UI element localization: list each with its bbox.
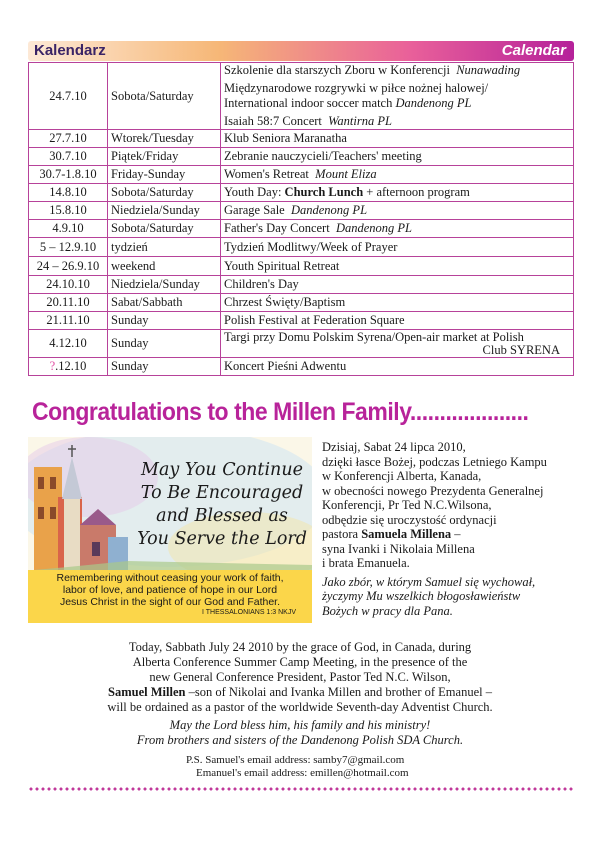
day-cell: Friday-Sunday <box>108 166 221 184</box>
text-line: will be ordained as a pastor of the worldwide Seventh-day Adventist Church. <box>107 700 493 714</box>
day-cell: Sobota/Saturday <box>108 220 221 238</box>
day-cell: Wtorek/Tuesday <box>108 130 221 148</box>
table-row <box>29 63 574 130</box>
text-fragment: – <box>454 527 461 541</box>
english-blessing <box>30 718 570 748</box>
table-row <box>29 330 574 358</box>
text-line: i brata Emanuela. <box>322 556 410 570</box>
verse-line: Remembering without ceasing your work of faith, <box>56 572 284 584</box>
polish-announcement <box>322 440 578 618</box>
date-cell: 4.9.10 <box>29 220 108 238</box>
event-cell <box>221 63 574 130</box>
event-cell: Youth Spiritual Retreat <box>221 257 574 276</box>
table-row <box>29 130 574 148</box>
day-cell: Piątek/Friday <box>108 148 221 166</box>
event-location: Dandenong PL <box>335 221 412 235</box>
day-cell: Sunday <box>108 358 221 376</box>
event-text: Szkolenie dla starszych Zboru w Konferencji <box>224 63 450 77</box>
event-cell: Klub Seniora Maranatha <box>221 130 574 148</box>
text-line: Alberta Conference Summer Camp Meeting, in the presence of the <box>132 655 468 669</box>
date-cell: 21.11.10 <box>29 312 108 330</box>
event-location: Dandenong PL <box>290 203 368 217</box>
pastor-name: Samuela Millena <box>361 527 452 541</box>
text-line <box>322 527 578 542</box>
calendar-header <box>28 41 574 61</box>
dotted-divider <box>28 787 574 791</box>
date-cell: 24.10.10 <box>29 276 108 294</box>
event-location: Nunawading <box>456 63 521 77</box>
text-fragment: pastora <box>322 527 359 541</box>
event-line <box>224 114 570 129</box>
day-cell: Sobota/Saturday <box>108 184 221 202</box>
event-cell <box>221 330 574 358</box>
day-cell: Sabat/Sabbath <box>108 294 221 312</box>
script-line: You Serve the Lord <box>137 529 307 549</box>
table-row <box>29 358 574 376</box>
table-row <box>29 220 574 238</box>
event-line: Club SYRENA <box>482 342 560 357</box>
text-line: życzymy Mu wszelkich błogosławieństw <box>322 589 521 603</box>
event-cell <box>221 220 574 238</box>
text-line: Bożych w pracy dla Pana. <box>322 603 453 618</box>
script-line: To Be Encouraged <box>140 483 304 503</box>
date-cell: 30.7.10 <box>29 148 108 166</box>
date-cell: 30.7-1.8.10 <box>29 166 108 184</box>
text-line: w obecności nowego Prezydenta Generalnej <box>322 483 544 498</box>
table-row <box>29 294 574 312</box>
text-line: Today, Sabbath July 24 2010 by the grace of God, in Canada, during <box>128 640 472 654</box>
text-line <box>30 685 570 700</box>
event-cell: Polish Festival at Federation Square <box>221 312 574 330</box>
table-row <box>29 148 574 166</box>
date-cell: 4.12.10 <box>29 330 108 358</box>
text-line: Jako zbór, w którym Samuel się wychował, <box>322 574 536 589</box>
date-cell: 5 – 12.9.10 <box>29 238 108 257</box>
date-cell: 14.8.10 <box>29 184 108 202</box>
event-cell: Children's Day <box>221 276 574 294</box>
event-line: Targi przy Domu Polskim Syrena/Open-air market at Polish <box>224 329 524 344</box>
polish-blessing <box>322 575 578 619</box>
day-cell: Sunday <box>108 312 221 330</box>
text-line: new General Conference President, Pastor Ted N.C. Wilson, <box>149 670 451 684</box>
date-cell: 27.7.10 <box>29 130 108 148</box>
event-location: Wantirna PL <box>328 114 392 128</box>
event-location: Dandenong PL <box>395 96 472 110</box>
day-cell: Niedziela/Sunday <box>108 202 221 220</box>
event-cell: Tydzień Modlitwy/Week of Prayer <box>221 238 574 257</box>
blessing-card-image <box>28 437 312 623</box>
day-cell: weekend <box>108 257 221 276</box>
date-unknown-mark: ? <box>49 359 56 373</box>
table-row <box>29 238 574 257</box>
table-row <box>29 312 574 330</box>
event-line <box>224 96 570 111</box>
table-row <box>29 184 574 202</box>
congratulations-heading: Congratulations to the Millen Family.................... <box>32 398 529 426</box>
event-highlight: Church Lunch <box>284 185 364 199</box>
header-title-polish: Kalendarz <box>34 42 106 59</box>
english-announcement <box>30 640 570 748</box>
email-line-samuel: P.S. Samuel's email address: samby7@gmail.com <box>186 754 405 766</box>
pastor-name: Samuel Millen <box>108 685 186 699</box>
text-line: May the Lord bless him, his family and his ministry! <box>169 718 431 732</box>
event-cell: Zebranie nauczycieli/Teachers' meeting <box>221 148 574 166</box>
event-text: Youth Day: <box>224 185 282 199</box>
event-cell <box>221 202 574 220</box>
script-line: and Blessed as <box>156 506 288 526</box>
event-line <box>224 63 570 78</box>
text-line: Dzisiaj, Sabat 24 lipca 2010, <box>322 440 466 454</box>
verse-reference: I THESSALONIANS 1:3 NKJV <box>201 609 296 616</box>
text-line: w Konferencji Alberta, Kanada, <box>322 469 482 483</box>
day-cell: tydzień <box>108 238 221 257</box>
text-line: syna Ivanki i Nikolaia Millena <box>322 541 475 556</box>
blessing-script-text <box>132 459 312 551</box>
day-cell: Sobota/Saturday <box>108 63 221 130</box>
verse-line: labor of love, and patience of hope in our Lord <box>62 584 278 596</box>
verse-band <box>28 570 312 623</box>
email-line-emanuel: Emanuel's email address: emillen@hotmail.com <box>196 767 409 779</box>
text-line: From brothers and sisters of the Dandenong Polish SDA Church. <box>136 733 464 747</box>
date-cell: 24.7.10 <box>29 63 108 130</box>
event-text: Isaiah 58:7 Concert <box>224 114 322 128</box>
text-line: Konferencji, Pr Ted N.C.Wilsona, <box>322 498 492 512</box>
script-line: May You Continue <box>141 460 303 480</box>
day-cell: Niedziela/Sunday <box>108 276 221 294</box>
event-line: Międzynarodowe rozgrywki w piłce nożnej halowej/ <box>224 81 489 95</box>
table-row <box>29 202 574 220</box>
verse-line: Jesus Christ in the sight of our God and Father. <box>59 596 281 608</box>
date-cell: 15.8.10 <box>29 202 108 220</box>
text-line: odbędzie się uroczystość ordynacji <box>322 512 497 527</box>
email-addresses <box>186 754 409 780</box>
event-cell <box>221 166 574 184</box>
event-text: + afternoon program <box>366 185 470 199</box>
table-row <box>29 257 574 276</box>
header-title-english: Calendar <box>501 42 566 59</box>
event-cell <box>221 184 574 202</box>
date-cell: 24 – 26.9.10 <box>29 257 108 276</box>
date-cell: 20.11.10 <box>29 294 108 312</box>
event-cell: Chrzest Święty/Baptism <box>221 294 574 312</box>
date-cell <box>29 358 108 376</box>
date-text: .12.10 <box>55 359 87 373</box>
event-text: Women's Retreat <box>224 167 309 181</box>
table-row <box>29 166 574 184</box>
table-row <box>29 276 574 294</box>
event-text: International indoor soccer match <box>224 96 393 110</box>
event-cell: Koncert Pieśni Adwentu <box>221 358 574 376</box>
event-location: Mount Eliza <box>315 167 377 181</box>
text-line: dzięki łasce Bożej, podczas Letniego Kampu <box>322 454 547 469</box>
calendar-table <box>28 62 574 376</box>
day-cell: Sunday <box>108 330 221 358</box>
text-fragment: –son of Nikolai and Ivanka Millen and brother of Emanuel – <box>188 685 492 699</box>
event-text: Father's Day Concert <box>224 221 330 235</box>
event-text: Garage Sale <box>224 203 285 217</box>
